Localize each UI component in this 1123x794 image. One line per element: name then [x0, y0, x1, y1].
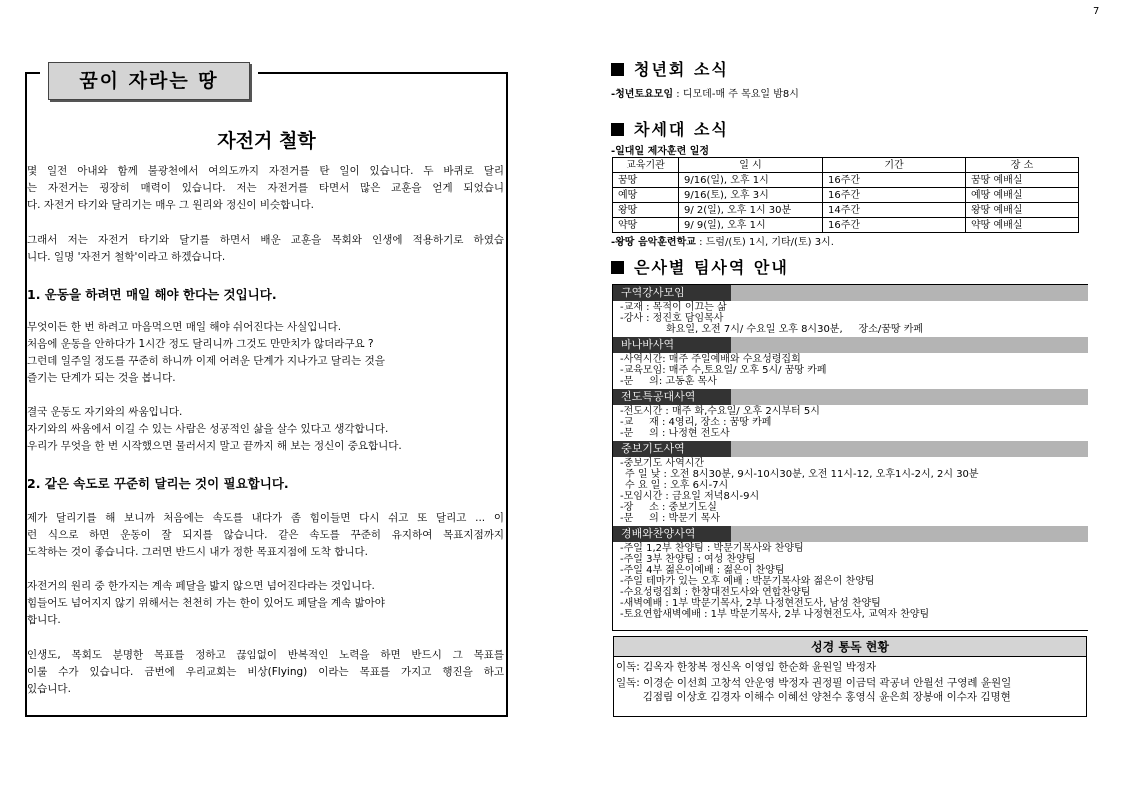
table-cell: 9/16(토), 오후 3시	[679, 188, 823, 203]
label: -일대일 제자훈련 일정	[611, 146, 710, 157]
section-heading: 1. 운동을 하려면 매일 해야 한다는 것입니다.	[27, 287, 277, 302]
article-line: 그래서 저는 자전거 타기와 달기를 하면서 배운 교훈을 목회와 인생에 적용하기로 하였습	[27, 234, 504, 246]
article-line: 는 자전거는 굉장히 매력이 있습니다. 저는 자전거를 타면서 많은 교훈을 얻게 되었습니	[27, 182, 504, 194]
table-cell: 꿈땅 예배실	[966, 173, 1079, 188]
team-group-title: 구역강사모임	[613, 285, 731, 301]
article-line: 무엇이든 한 번 하려고 마음먹으면 매일 해야 쉬어진다는 사실입니다.	[27, 321, 342, 333]
table-cell: 16주간	[823, 188, 966, 203]
youth-heading	[611, 57, 729, 80]
bible-line: 김점림 이상호 김경자 이해수 이혜선 양천수 홍영식 윤은희 장봉애 이수자 김명현	[616, 691, 1011, 703]
table-cell: 14주간	[823, 203, 966, 218]
square-bullet-icon	[611, 261, 624, 274]
table-cell: 9/16(일), 오후 1시	[679, 173, 823, 188]
team-line: -주일 테마가 있는 오후 예배 : 박문기목사와 젊은이 찬양팀	[620, 576, 875, 587]
table-row	[613, 173, 1079, 188]
table-cell: 예땅 예배실	[966, 188, 1079, 203]
team-line: -강사 : 정진호 담임목사	[620, 313, 724, 324]
table-cell: 예땅	[613, 188, 679, 203]
training-table	[612, 157, 1079, 233]
article-line: 니다. 일명 '자전거 철학'이라고 하겠습니다.	[27, 251, 226, 263]
team-line: -문 의 : 나정현 전도사	[620, 428, 730, 439]
table-header	[613, 158, 1079, 173]
team-line: -주일 4부 젊은이예배 : 젊은이 찬양팀	[620, 565, 785, 576]
team-group-title: 전도특공대사역	[613, 389, 731, 405]
team-line: -교재 : 목적이 이끄는 삶	[620, 302, 727, 313]
team-line: 주 일 낮 : 오전 8시30분, 9시-10시30분, 오전 11시-12, 오후1시-2시, 2시 30분	[625, 469, 979, 480]
team-group-title: 바나바사역	[613, 337, 731, 353]
article-title: 자전거 철학	[217, 130, 316, 152]
table-row	[613, 203, 1079, 218]
table-cell: 9/ 9(일), 오후 1시	[679, 218, 823, 233]
value: : 디모데-매 주 목요일 밤8시	[673, 89, 799, 100]
square-bullet-icon	[611, 123, 624, 136]
header-cell: 교육기관	[613, 158, 679, 173]
table-cell: 왕땅 예배실	[966, 203, 1079, 218]
column-title: 꿈이 자라는 땅	[48, 62, 250, 100]
nextgen-sub	[611, 142, 709, 157]
team-ministry-box	[612, 284, 1088, 631]
article-line: 인생도, 목회도 분명한 목표를 정하고 끊임없이 반복적인 노력을 하면 반드시 그 목표를	[27, 649, 504, 661]
table-cell: 9/ 2(일), 오후 1시 30분	[679, 203, 823, 218]
bible-heading: 성경 통독 현황	[614, 637, 1086, 657]
team-line: -문 의 : 박문기 목사	[620, 513, 721, 524]
heading-text: 청년회 소식	[634, 60, 729, 79]
article-line: 도착하는 것이 좋습니다. 그러면 반드시 내가 정한 목표지점에 도착 합니다.	[27, 546, 369, 558]
team-line: 화요일, 오전 7시/ 수요일 오후 8시30분, 장소/꿈땅 카페	[666, 324, 924, 335]
team-line: -토요연합새벽예배 : 1부 박문기목사, 2부 나정현전도사, 교역자 찬양팀	[620, 609, 930, 620]
article-line: 힘들어도 넘어지지 않기 위해서는 천천히 가는 한이 있어도 페달을 계속 밟아야	[27, 597, 385, 609]
table-cell: 약땅 예배실	[966, 218, 1079, 233]
article-line: 다. 자전거 타기와 달리기는 매우 그 원리와 정신이 비슷합니다.	[27, 199, 314, 211]
article-line: 합니다.	[27, 614, 61, 626]
team-group-body	[613, 353, 1088, 389]
music-school	[611, 233, 834, 248]
bible-line: 일독: 이경순 이선희 고창석 안운영 박정자 권정필 이금덕 곽공녀 안월선 구영례 윤원일	[616, 677, 1012, 689]
article-line: 처음에 운동을 안하다가 1시간 정도 달리니까 그것도 만만치가 않더라구요 ?	[27, 338, 374, 350]
team-group-body	[613, 542, 1088, 622]
article-line: 그런데 일주일 정도를 꾸준히 하니까 이제 어려운 단계가 지나가고 달리는 것을	[27, 355, 385, 367]
article-line: 즐기는 단계가 되는 것을 봅니다.	[27, 372, 176, 384]
article-line: 결국 운동도 자기와의 싸움입니다.	[27, 406, 183, 418]
table-cell: 16주간	[823, 173, 966, 188]
team-line: -새벽예배 : 1부 박문기목사, 2부 나정현전도사, 남성 찬양팀	[620, 598, 881, 609]
header-cell: 일 시	[679, 158, 823, 173]
section-heading: 2. 같은 속도로 꾸준히 달리는 것이 필요합니다.	[27, 476, 289, 491]
table-row	[613, 218, 1079, 233]
page-number: 7	[1093, 6, 1100, 17]
heading-text: 차세대 소식	[634, 120, 729, 139]
bible-reading-box	[613, 636, 1087, 717]
team-line: 수 요 일 : 오후 6시-7시	[625, 480, 729, 491]
header-cell: 장 소	[966, 158, 1079, 173]
team-group-title: 경배와찬양사역	[613, 526, 731, 542]
table-cell: 꿈땅	[613, 173, 679, 188]
table-cell: 16주간	[823, 218, 966, 233]
team-line: -전도시간 : 매주 화,수요일/ 오후 2시부터 5시	[620, 406, 820, 417]
article-line: 몇 일전 아내와 함께 불광천에서 여의도까지 자전거를 탄 일이 있습니다. 두 바퀴로 달리	[27, 165, 504, 177]
table-cell: 왕땅	[613, 203, 679, 218]
nextgen-heading	[611, 117, 729, 140]
team-line: -교 재 : 4영리, 장소 : 꿈땅 카페	[620, 417, 772, 428]
team-line: -장 소 : 중보기도실	[620, 502, 717, 513]
team-group-header	[613, 526, 1088, 542]
team-group-body	[613, 405, 1088, 441]
team-group-header	[613, 337, 1088, 353]
article-line: 자기와의 싸움에서 이길 수 있는 사람은 성공적인 삶을 살수 있다고 생각합니다.	[27, 423, 389, 435]
article-line: 있습니다.	[27, 683, 71, 695]
label: -청년토요모임	[611, 89, 674, 100]
article-line: 우리가 무엇을 한 번 시작했으면 물러서지 말고 끝까지 해 보는 정신이 중요합니다.	[27, 440, 402, 452]
article-line: 이룰 수가 있습니다. 금번에 우리교회는 비상(Flying) 이라는 목표를 가지고 행진을 하고	[27, 666, 504, 678]
bible-line: 이독: 김옥자 한창복 정신옥 이영임 한순화 윤원일 박정자	[616, 661, 877, 673]
teams-heading	[611, 255, 789, 278]
team-group-body	[613, 301, 1088, 337]
team-line: -교육모임: 매주 수,토요일/ 오후 5시/ 꿈땅 카페	[620, 365, 827, 376]
label: -왕땅 음악훈련학교	[611, 237, 696, 248]
youth-meeting	[611, 85, 799, 100]
team-line: -모임시간 : 금요일 저녁8시-9시	[620, 491, 760, 502]
team-line: -주일 3부 찬양팀 : 여성 찬양팀	[620, 554, 756, 565]
article-line: 자전거의 원리 중 한가지는 계속 페달을 밟지 않으면 넘어진다라는 것입니다.	[27, 580, 375, 592]
table-row	[613, 188, 1079, 203]
team-line: -주일 1,2부 찬양팀 : 박문기목사와 찬양팀	[620, 543, 804, 554]
team-line: -사역시간: 매주 주일예배와 수요성령집회	[620, 354, 801, 365]
article-line: 런 식으로 하면 운동이 잘 되지를 않습니다. 같은 속도를 꾸준히 유지하여 목표지점까지	[27, 529, 504, 541]
team-group-title: 중보기도사역	[613, 441, 731, 457]
team-group-header	[613, 285, 1088, 301]
team-line: -수요성령집회 : 한창대전도사와 연합찬양팀	[620, 587, 811, 598]
table-cell: 약땅	[613, 218, 679, 233]
value: : 드럼/(토) 1시, 기타/(토) 3시.	[695, 237, 834, 248]
team-line: -중보기도 사역시간	[620, 458, 705, 469]
header-cell: 기간	[823, 158, 966, 173]
team-line: -문 의: 고동훈 목사	[620, 376, 717, 387]
team-group-header	[613, 441, 1088, 457]
article-line: 제가 달리기를 해 보니까 처음에는 속도를 내다가 좀 힘이들면 다시 쉬고 또 달리고 ... 이	[27, 512, 504, 524]
team-group-header	[613, 389, 1088, 405]
team-group-body	[613, 457, 1088, 526]
square-bullet-icon	[611, 63, 624, 76]
heading-text: 은사별 팀사역 안내	[634, 258, 789, 277]
